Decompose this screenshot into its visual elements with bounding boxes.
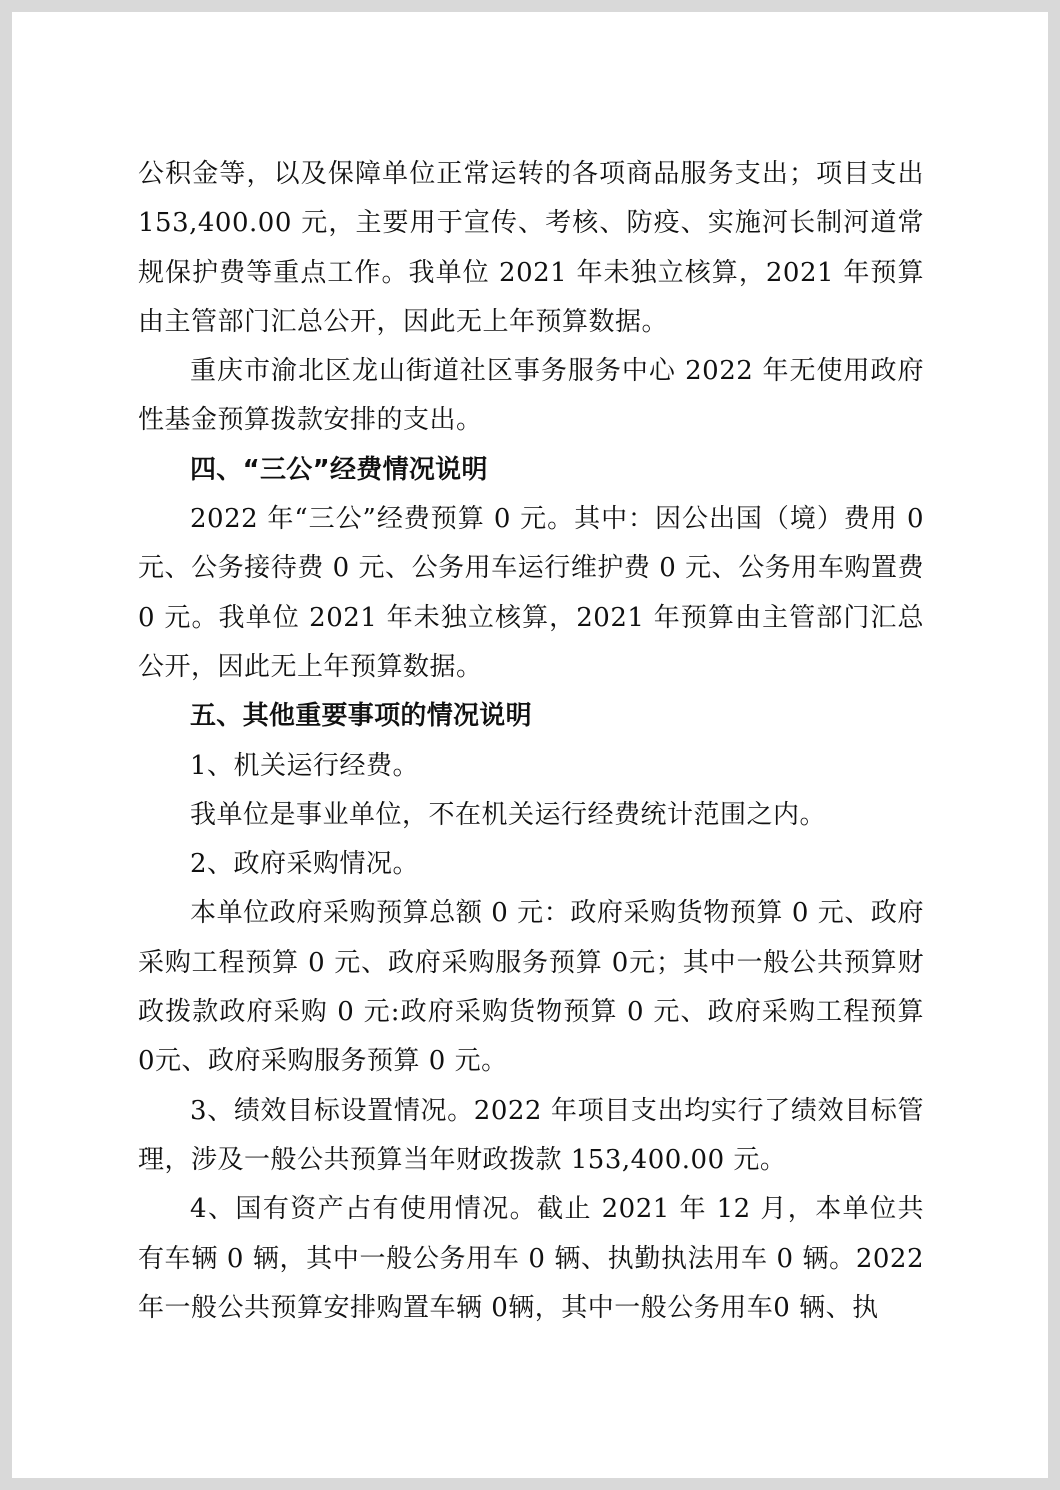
paragraph-general-expenditure: 公积金等，以及保障单位正常运转的各项商品服务支出；项目支出 153,400.00 元，主要用于宣传、考核、防疫、实施河长制河道常规保护费等重点工作。我单位 2021 年未独立核算，2021 年预算由主管部门汇总公开，因此无上年预算数据。 bbox=[138, 159, 924, 337]
section-heading-other-matters: 五、其他重要事项的情况说明 bbox=[190, 701, 532, 732]
section-heading-three-public: 四、“三公”经费情况说明 bbox=[190, 454, 488, 485]
paragraph-three-public-budget: 2022 年“三公”经费预算 0 元。其中：因公出国（境）费用 0 元、公务接待费 0 元、公务用车运行维护费 0 元、公务用车购置费 0 元。我单位 2021 年未独立核算，2021 年预算由主管部门汇总公开，因此无上年预算数据。 bbox=[138, 504, 924, 682]
document-page bbox=[12, 12, 1048, 1478]
item-heading-operating-expenses: 1、机关运行经费。 bbox=[190, 750, 420, 781]
paragraph-operating-expenses: 我单位是事业单位，不在机关运行经费统计范围之内。 bbox=[190, 799, 827, 830]
document-body bbox=[138, 150, 924, 1333]
paragraph-procurement: 本单位政府采购预算总额 0 元：政府采购货物预算 0 元、政府采购工程预算 0 元、政府采购服务预算 0元；其中一般公共预算财政拨款政府采购 0 元:政府采购货物预算 0 元、政府采购工程预算 0元、政府采购服务预算 0 元。 bbox=[138, 898, 924, 1077]
paragraph-government-fund: 重庆市渝北区龙山街道社区事务服务中心 2022 年无使用政府性基金预算拨款安排的支出。 bbox=[138, 356, 924, 436]
paragraph-state-assets: 4、国有资产占有使用情况。截止 2021 年 12 月，本单位共有车辆 0 辆，其中一般公务用车 0 辆、执勤执法用车 0 辆。2022 年一般公共预算安排购置车辆 0辆，其中一般公务用车0 辆、执 bbox=[138, 1194, 924, 1323]
paragraph-performance-goals: 3、绩效目标设置情况。2022 年项目支出均实行了绩效目标管理，涉及一般公共预算当年财政拨款 153,400.00 元。 bbox=[138, 1095, 924, 1175]
item-heading-procurement: 2、政府采购情况。 bbox=[190, 849, 420, 880]
